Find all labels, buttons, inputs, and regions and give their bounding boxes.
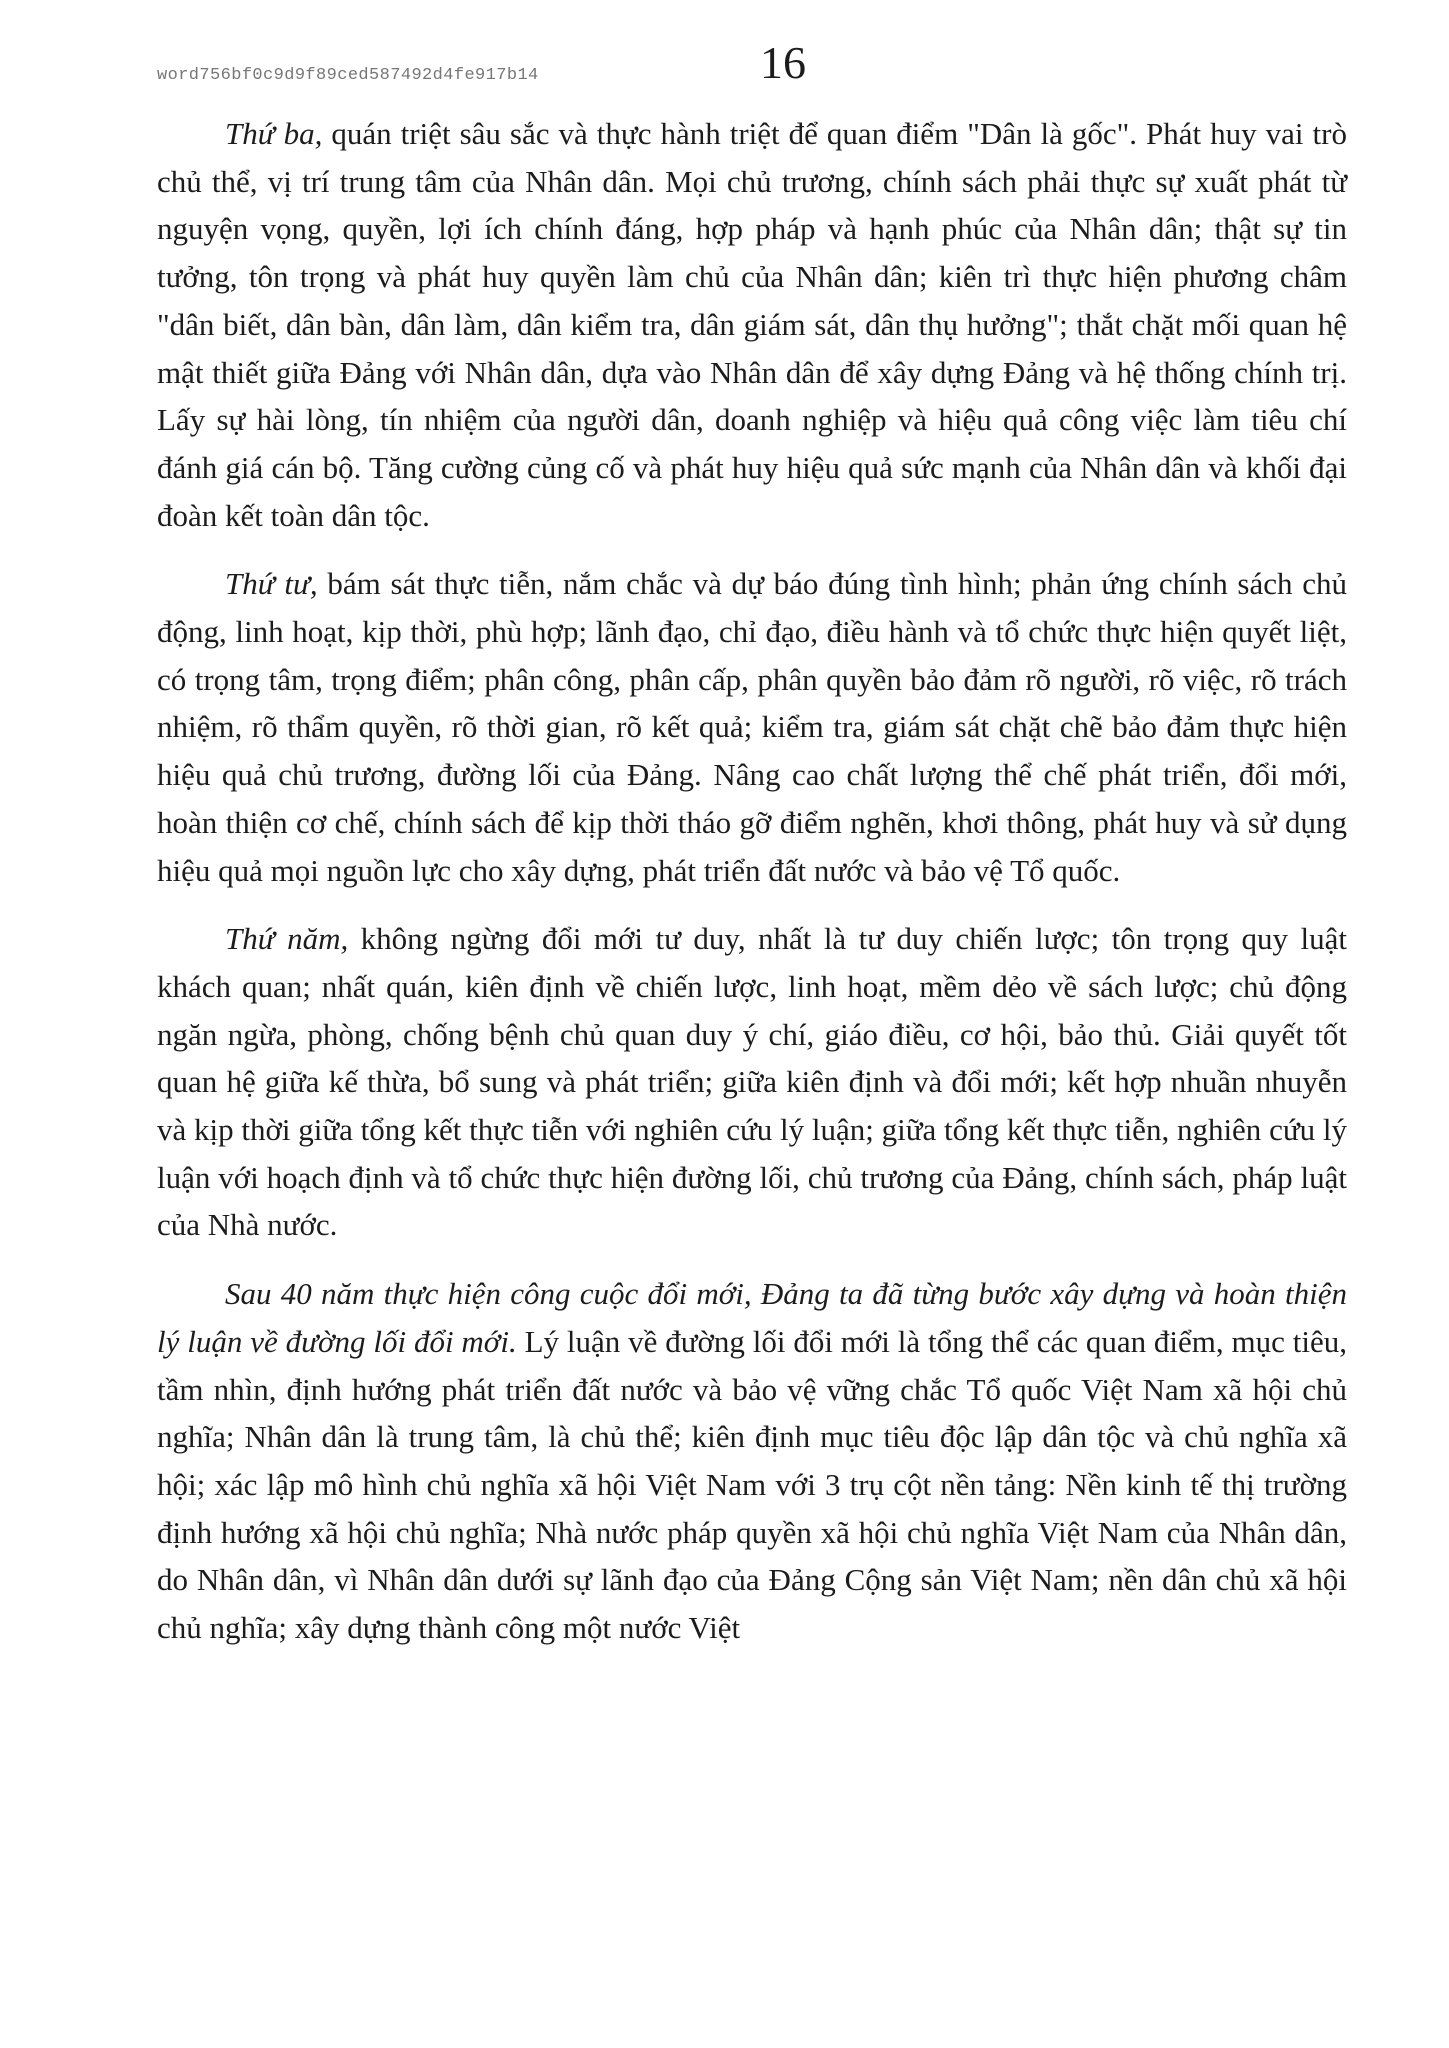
paragraph-thu-nam (157, 915, 1347, 1249)
paragraph-text: không ngừng đổi mới tư duy, nhất là tư duy chiến lược; tôn trọng quy luật khách quan; nhất quán, kiên định về chiến lược, linh hoạt, mềm dẻo về sách lược; chủ động ngăn ngừa, phòng, chống bệnh chủ quan duy ý chí, giáo điều, cơ hội, bảo thủ. Giải quyết tốt quan hệ giữa kế thừa, bổ sung và phát triển; giữa kiên định và đổi mới; kết hợp nhuần nhuyễn và kịp thời giữa tổng kết thực tiễn với nghiên cứu lý luận; giữa tổng kết thực tiễn, nghiên cứu lý luận với hoạch định và tổ chức thực hiện đường lối, chủ trương của Đảng, chính sách, pháp luật của Nhà nước. (157, 921, 1347, 1243)
page-number: 16 (760, 37, 806, 88)
paragraph-text: bám sát thực tiễn, nắm chắc và dự báo đúng tình hình; phản ứng chính sách chủ động, linh hoạt, kịp thời, phù hợp; lãnh đạo, chỉ đạo, điều hành và tổ chức thực hiện quyết liệt, có trọng tâm, trọng điểm; phân công, phân cấp, phân quyền bảo đảm rõ người, rõ việc, rõ trách nhiệm, rõ thẩm quyền, rõ thời gian, rõ kết quả; kiểm tra, giám sát chặt chẽ bảo đảm thực hiện hiệu quả chủ trương, đường lối của Đảng. Nâng cao chất lượng thể chế phát triển, đổi mới, hoàn thiện cơ chế, chính sách để kịp thời tháo gỡ điểm nghẽn, khơi thông, phát huy và sử dụng hiệu quả mọi nguồn lực cho xây dựng, phát triển đất nước và bảo vệ Tổ quốc. (157, 566, 1347, 888)
paragraph-text: quán triệt sâu sắc và thực hành triệt để quan điểm "Dân là gốc". Phát huy vai trò chủ thể, vị trí trung tâm của Nhân dân. Mọi chủ trương, chính sách phải thực sự xuất phát từ nguyện vọng, quyền, lợi ích chính đáng, hợp pháp và hạnh phúc của Nhân dân; thật sự tin tưởng, tôn trọng và phát huy quyền làm chủ của Nhân dân; kiên trì thực hiện phương châm "dân biết, dân bàn, dân làm, dân kiểm tra, dân giám sát, dân thụ hưởng"; thắt chặt mối quan hệ mật thiết giữa Đảng với Nhân dân, dựa vào Nhân dân để xây dựng Đảng và hệ thống chính trị. Lấy sự hài lòng, tín nhiệm của người dân, doanh nghiệp và hiệu quả công việc làm tiêu chí đánh giá cán bộ. Tăng cường củng cố và phát huy hiệu quả sức mạnh của Nhân dân và khối đại đoàn kết toàn dân tộc. (157, 116, 1347, 533)
paragraph-text: Lý luận về đường lối đổi mới là tổng thể các quan điểm, mục tiêu, tầm nhìn, định hướng phát triển đất nước và bảo vệ vững chắc Tổ quốc Việt Nam xã hội chủ nghĩa; Nhân dân là trung tâm, là chủ thể; kiên định mục tiêu độc lập dân tộc và chủ nghĩa xã hội; xác lập mô hình chủ nghĩa xã hội Việt Nam với 3 trụ cột nền tảng: Nền kinh tế thị trường định hướng xã hội chủ nghĩa; Nhà nước pháp quyền xã hội chủ nghĩa Việt Nam của Nhân dân, do Nhân dân, vì Nhân dân dưới sự lãnh đạo của Đảng Cộng sản Việt Nam; nền dân chủ xã hội chủ nghĩa; xây dựng thành công một nước Việt (157, 1323, 1347, 1646)
paragraph-lead: Thứ ba, (225, 116, 323, 151)
paragraph-thu-tu (157, 560, 1347, 894)
paragraph-lead: Thứ tư, (225, 566, 318, 602)
document-body (157, 110, 1347, 1652)
paragraph-lead: Thứ năm, (225, 921, 349, 957)
paragraph-thu-ba (157, 110, 1347, 539)
paragraph-sau-40-nam (157, 1270, 1347, 1652)
paragraph-lead: Sau 40 năm thực hiện công cuộc đổi mới, Đảng ta đã từng bước xây dựng và hoàn thiện lý luận về đường lối đổi mới. (157, 1276, 1347, 1359)
watermark-text: word756bf0c9d9f89ced587492d4fe917b14 (157, 66, 539, 85)
